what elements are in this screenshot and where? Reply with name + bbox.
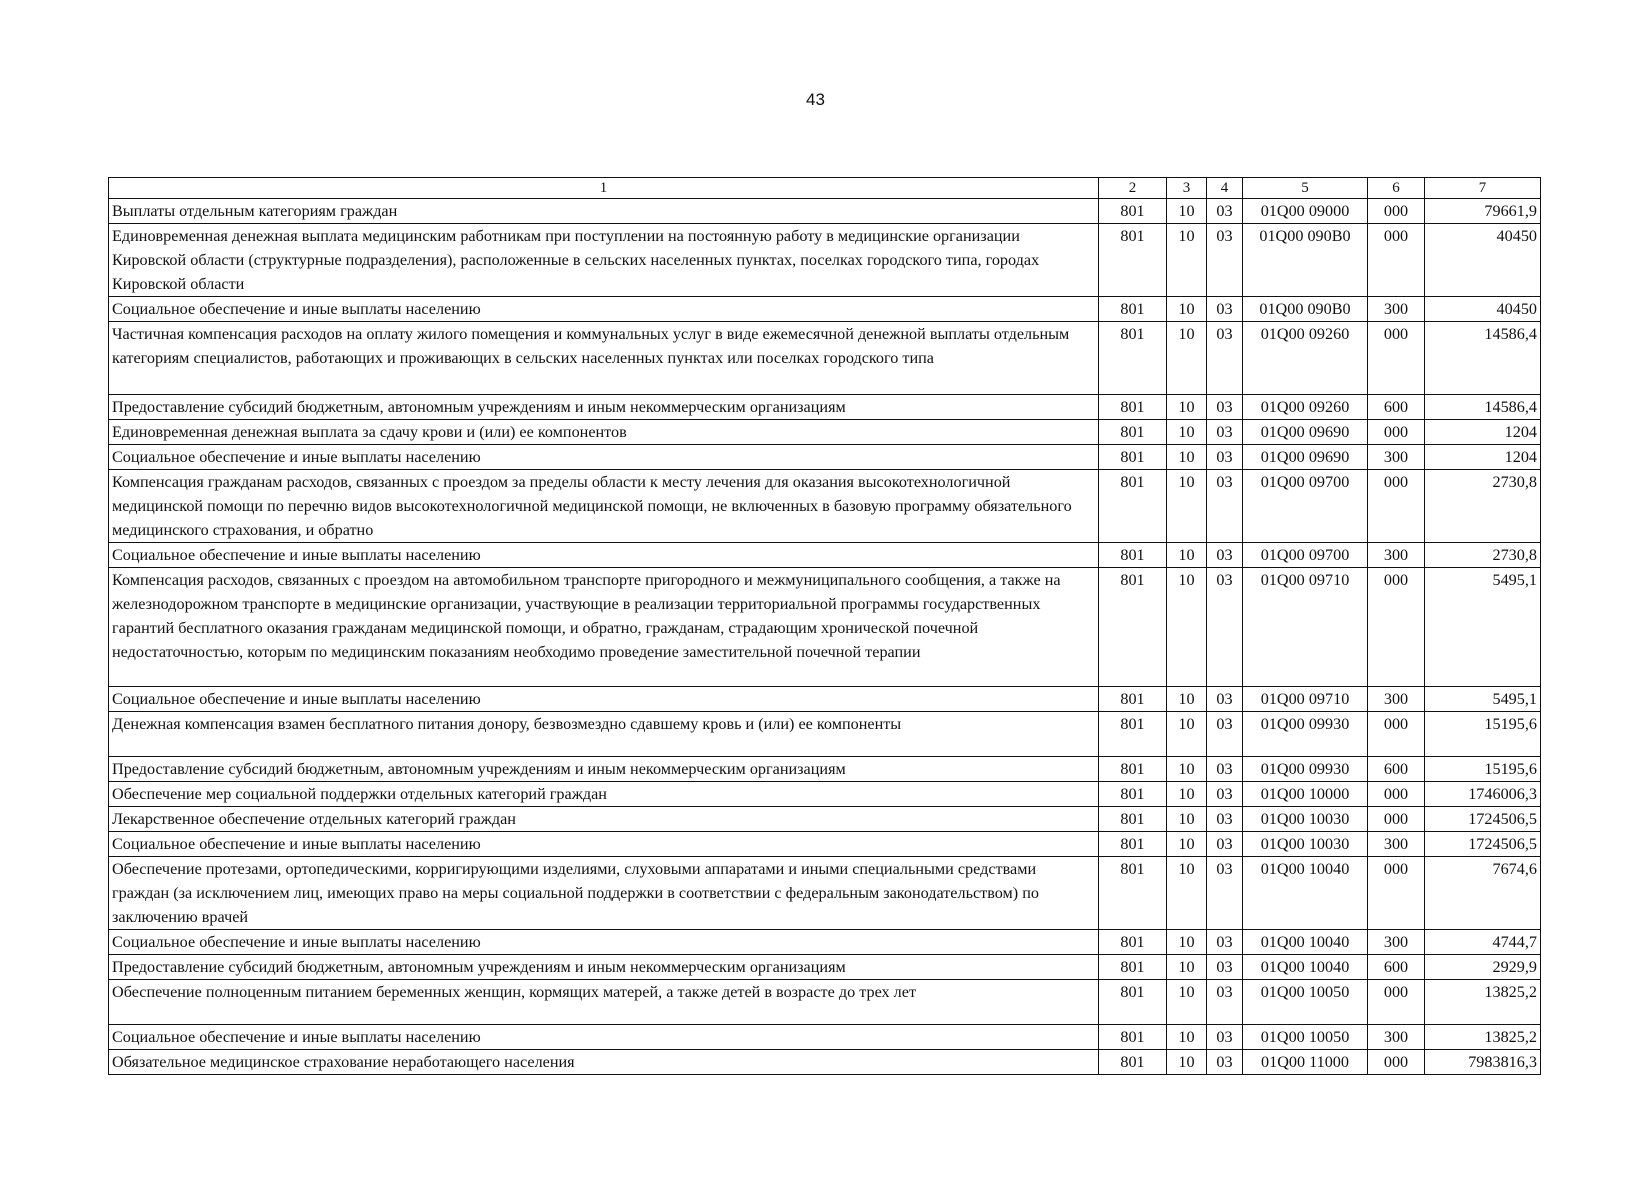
amount-cell: 1204 (1425, 420, 1541, 445)
ministry-code-cell: 801 (1099, 199, 1167, 224)
expense-name-cell: Социальное обеспечение и иные выплаты населению (109, 297, 1099, 322)
subsection-code-cell: 03 (1207, 1050, 1243, 1075)
subsection-code-cell: 03 (1207, 930, 1243, 955)
expense-name-cell: Лекарственное обеспечение отдельных категорий граждан (109, 807, 1099, 832)
subsection-code-cell: 03 (1207, 420, 1243, 445)
section-code-cell: 10 (1167, 955, 1207, 980)
amount-cell: 79661,9 (1425, 199, 1541, 224)
ministry-code-cell: 801 (1099, 297, 1167, 322)
amount-cell: 14586,4 (1425, 322, 1541, 395)
table-row (109, 297, 1541, 322)
table-row (109, 395, 1541, 420)
section-code-cell: 10 (1167, 445, 1207, 470)
subsection-code-cell: 03 (1207, 757, 1243, 782)
subsection-code-cell: 03 (1207, 807, 1243, 832)
ministry-code-cell: 801 (1099, 980, 1167, 1025)
section-code-cell: 10 (1167, 807, 1207, 832)
amount-cell: 13825,2 (1425, 1025, 1541, 1050)
amount-cell: 2730,8 (1425, 470, 1541, 543)
target-article-cell: 01Q00 10040 (1243, 857, 1368, 930)
target-article-cell: 01Q00 09260 (1243, 322, 1368, 395)
expense-type-cell: 300 (1368, 832, 1425, 857)
table-row (109, 1050, 1541, 1075)
ministry-code-cell: 801 (1099, 224, 1167, 297)
amount-cell: 1746006,3 (1425, 782, 1541, 807)
expense-name-cell: Предоставление субсидий бюджетным, автономным учреждениям и иным некоммерческим организациям (109, 757, 1099, 782)
section-code-cell: 10 (1167, 980, 1207, 1025)
amount-cell: 15195,6 (1425, 712, 1541, 757)
table-row (109, 445, 1541, 470)
expense-type-cell: 000 (1368, 322, 1425, 395)
expense-name-cell: Социальное обеспечение и иные выплаты населению (109, 1025, 1099, 1050)
ministry-code-cell: 801 (1099, 395, 1167, 420)
expense-type-cell: 300 (1368, 445, 1425, 470)
section-code-cell: 10 (1167, 322, 1207, 395)
ministry-code-cell: 801 (1099, 445, 1167, 470)
amount-cell: 40450 (1425, 297, 1541, 322)
section-code-cell: 10 (1167, 757, 1207, 782)
amount-cell: 15195,6 (1425, 757, 1541, 782)
table-row (109, 543, 1541, 568)
section-code-cell: 10 (1167, 543, 1207, 568)
table-row (109, 857, 1541, 930)
table-row (109, 782, 1541, 807)
expense-name-cell: Предоставление субсидий бюджетным, автономным учреждениям и иным некоммерческим организациям (109, 955, 1099, 980)
ministry-code-cell: 801 (1099, 832, 1167, 857)
ministry-code-cell: 801 (1099, 930, 1167, 955)
section-code-cell: 10 (1167, 395, 1207, 420)
table-row (109, 420, 1541, 445)
amount-cell: 40450 (1425, 224, 1541, 297)
table-row (109, 322, 1541, 395)
subsection-code-cell: 03 (1207, 199, 1243, 224)
expense-type-cell: 300 (1368, 930, 1425, 955)
column-header: 2 (1099, 178, 1167, 199)
subsection-code-cell: 03 (1207, 568, 1243, 687)
column-header: 7 (1425, 178, 1541, 199)
expense-name-cell: Выплаты отдельным категориям граждан (109, 199, 1099, 224)
table-row (109, 757, 1541, 782)
target-article-cell: 01Q00 10040 (1243, 955, 1368, 980)
ministry-code-cell: 801 (1099, 1050, 1167, 1075)
subsection-code-cell: 03 (1207, 297, 1243, 322)
subsection-code-cell: 03 (1207, 832, 1243, 857)
table-row (109, 470, 1541, 543)
expense-name-cell: Социальное обеспечение и иные выплаты населению (109, 687, 1099, 712)
section-code-cell: 10 (1167, 857, 1207, 930)
subsection-code-cell: 03 (1207, 470, 1243, 543)
section-code-cell: 10 (1167, 1050, 1207, 1075)
amount-cell: 14586,4 (1425, 395, 1541, 420)
expense-type-cell: 000 (1368, 224, 1425, 297)
expense-type-cell: 000 (1368, 420, 1425, 445)
section-code-cell: 10 (1167, 782, 1207, 807)
amount-cell: 2929,9 (1425, 955, 1541, 980)
expense-name-cell: Социальное обеспечение и иные выплаты населению (109, 930, 1099, 955)
target-article-cell: 01Q00 09700 (1243, 470, 1368, 543)
subsection-code-cell: 03 (1207, 543, 1243, 568)
expense-type-cell: 600 (1368, 757, 1425, 782)
subsection-code-cell: 03 (1207, 782, 1243, 807)
table-row (109, 199, 1541, 224)
ministry-code-cell: 801 (1099, 420, 1167, 445)
section-code-cell: 10 (1167, 224, 1207, 297)
expense-type-cell: 300 (1368, 1025, 1425, 1050)
amount-cell: 1724506,5 (1425, 832, 1541, 857)
subsection-code-cell: 03 (1207, 712, 1243, 757)
column-header: 3 (1167, 178, 1207, 199)
expense-type-cell: 300 (1368, 687, 1425, 712)
target-article-cell: 01Q00 10030 (1243, 832, 1368, 857)
section-code-cell: 10 (1167, 420, 1207, 445)
expense-name-cell: Обеспечение протезами, ортопедическими, корригирующими изделиями, слуховыми аппаратами и иными специальными средствами граждан (за исключением лиц, имеющих право на меры социальной поддержки в соответствии с федеральным законодательством) по заключению врачей (109, 857, 1099, 930)
table-row (109, 712, 1541, 757)
amount-cell: 7983816,3 (1425, 1050, 1541, 1075)
section-code-cell: 10 (1167, 930, 1207, 955)
expense-type-cell: 300 (1368, 297, 1425, 322)
subsection-code-cell: 03 (1207, 1025, 1243, 1050)
subsection-code-cell: 03 (1207, 322, 1243, 395)
target-article-cell: 01Q00 10050 (1243, 980, 1368, 1025)
expense-type-cell: 000 (1368, 857, 1425, 930)
expense-type-cell: 300 (1368, 543, 1425, 568)
expense-name-cell: Обеспечение полноценным питанием беременных женщин, кормящих матерей, а также детей в возрасте до трех лет (109, 980, 1099, 1025)
column-number-row (109, 178, 1541, 199)
ministry-code-cell: 801 (1099, 712, 1167, 757)
table-row (109, 955, 1541, 980)
target-article-cell: 01Q00 10040 (1243, 930, 1368, 955)
amount-cell: 2730,8 (1425, 543, 1541, 568)
page-number: 43 (806, 90, 825, 109)
target-article-cell: 01Q00 09690 (1243, 420, 1368, 445)
table-row (109, 1025, 1541, 1050)
section-code-cell: 10 (1167, 832, 1207, 857)
section-code-cell: 10 (1167, 199, 1207, 224)
section-code-cell: 10 (1167, 568, 1207, 687)
subsection-code-cell: 03 (1207, 857, 1243, 930)
target-article-cell: 01Q00 09930 (1243, 712, 1368, 757)
section-code-cell: 10 (1167, 687, 1207, 712)
expense-name-cell: Предоставление субсидий бюджетным, автономным учреждениям и иным некоммерческим организациям (109, 395, 1099, 420)
table-row (109, 807, 1541, 832)
target-article-cell: 01Q00 09700 (1243, 543, 1368, 568)
table-row (109, 930, 1541, 955)
table-row (109, 980, 1541, 1025)
target-article-cell: 01Q00 09710 (1243, 568, 1368, 687)
amount-cell: 1724506,5 (1425, 807, 1541, 832)
target-article-cell: 01Q00 09710 (1243, 687, 1368, 712)
amount-cell: 4744,7 (1425, 930, 1541, 955)
target-article-cell: 01Q00 090B0 (1243, 297, 1368, 322)
expense-name-cell: Компенсация расходов, связанных с проездом на автомобильном транспорте пригородного и межмуниципального сообщения, а также на железнодорожном транспорте в медицинские организации, участвующие в реализации территориальной программы государственных гарантий бесплатного оказания гражданам медицинской помощи, и обратно, гражданам, страдающим хронической почечной недостаточностью, которым по медицинским показаниям необходимо проведение заместительной почечной терапии (109, 568, 1099, 687)
section-code-cell: 10 (1167, 712, 1207, 757)
ministry-code-cell: 801 (1099, 543, 1167, 568)
expense-name-cell: Обязательное медицинское страхование неработающего населения (109, 1050, 1099, 1075)
ministry-code-cell: 801 (1099, 782, 1167, 807)
expense-name-cell: Частичная компенсация расходов на оплату жилого помещения и коммунальных услуг в виде ежемесячной денежной выплаты отдельным категориям специалистов, работающих и проживающих в сельских населенных пунктах или поселках городского типа (109, 322, 1099, 395)
subsection-code-cell: 03 (1207, 687, 1243, 712)
expense-type-cell: 600 (1368, 395, 1425, 420)
expense-type-cell: 000 (1368, 1050, 1425, 1075)
amount-cell: 5495,1 (1425, 568, 1541, 687)
amount-cell: 1204 (1425, 445, 1541, 470)
target-article-cell: 01Q00 11000 (1243, 1050, 1368, 1075)
expense-type-cell: 600 (1368, 955, 1425, 980)
amount-cell: 5495,1 (1425, 687, 1541, 712)
expense-name-cell: Единовременная денежная выплата медицинским работникам при поступлении на постоянную работу в медицинские организации Кировской области (структурные подразделения), расположенные в сельских населенных пунктах, поселках городского типа, городах Кировской области (109, 224, 1099, 297)
table-row (109, 568, 1541, 687)
section-code-cell: 10 (1167, 1025, 1207, 1050)
ministry-code-cell: 801 (1099, 470, 1167, 543)
expense-name-cell: Социальное обеспечение и иные выплаты населению (109, 832, 1099, 857)
amount-cell: 7674,6 (1425, 857, 1541, 930)
table-body (109, 199, 1541, 1075)
target-article-cell: 01Q00 09690 (1243, 445, 1368, 470)
expense-type-cell: 000 (1368, 568, 1425, 687)
ministry-code-cell: 801 (1099, 955, 1167, 980)
table-row (109, 224, 1541, 297)
amount-cell: 13825,2 (1425, 980, 1541, 1025)
ministry-code-cell: 801 (1099, 807, 1167, 832)
table-row (109, 687, 1541, 712)
ministry-code-cell: 801 (1099, 757, 1167, 782)
budget-table (108, 177, 1541, 1075)
column-header: 1 (109, 178, 1099, 199)
expense-name-cell: Единовременная денежная выплата за сдачу крови и (или) ее компонентов (109, 420, 1099, 445)
ministry-code-cell: 801 (1099, 1025, 1167, 1050)
expense-name-cell: Компенсация гражданам расходов, связанных с проездом за пределы области к месту лечения для оказания высокотехнологичной медицинской помощи по перечню видов высокотехнологичной медицинской помощи, не включенных в базовую программу обязательного медицинского страхования, и обратно (109, 470, 1099, 543)
target-article-cell: 01Q00 10050 (1243, 1025, 1368, 1050)
column-header: 4 (1207, 178, 1243, 199)
target-article-cell: 01Q00 10000 (1243, 782, 1368, 807)
expense-type-cell: 000 (1368, 980, 1425, 1025)
subsection-code-cell: 03 (1207, 955, 1243, 980)
ministry-code-cell: 801 (1099, 322, 1167, 395)
column-header: 5 (1243, 178, 1368, 199)
subsection-code-cell: 03 (1207, 980, 1243, 1025)
target-article-cell: 01Q00 10030 (1243, 807, 1368, 832)
target-article-cell: 01Q00 090B0 (1243, 224, 1368, 297)
ministry-code-cell: 801 (1099, 857, 1167, 930)
expense-type-cell: 000 (1368, 712, 1425, 757)
expense-type-cell: 000 (1368, 782, 1425, 807)
expense-type-cell: 000 (1368, 807, 1425, 832)
target-article-cell: 01Q00 09000 (1243, 199, 1368, 224)
expense-name-cell: Социальное обеспечение и иные выплаты населению (109, 543, 1099, 568)
section-code-cell: 10 (1167, 470, 1207, 543)
target-article-cell: 01Q00 09930 (1243, 757, 1368, 782)
subsection-code-cell: 03 (1207, 445, 1243, 470)
expense-name-cell: Социальное обеспечение и иные выплаты населению (109, 445, 1099, 470)
expense-type-cell: 000 (1368, 199, 1425, 224)
expense-name-cell: Обеспечение мер социальной поддержки отдельных категорий граждан (109, 782, 1099, 807)
expense-name-cell: Денежная компенсация взамен бесплатного питания донору, безвозмездно сдавшему кровь и (или) ее компоненты (109, 712, 1099, 757)
target-article-cell: 01Q00 09260 (1243, 395, 1368, 420)
ministry-code-cell: 801 (1099, 687, 1167, 712)
column-header: 6 (1368, 178, 1425, 199)
section-code-cell: 10 (1167, 297, 1207, 322)
table-row (109, 832, 1541, 857)
subsection-code-cell: 03 (1207, 395, 1243, 420)
ministry-code-cell: 801 (1099, 568, 1167, 687)
expense-type-cell: 000 (1368, 470, 1425, 543)
subsection-code-cell: 03 (1207, 224, 1243, 297)
